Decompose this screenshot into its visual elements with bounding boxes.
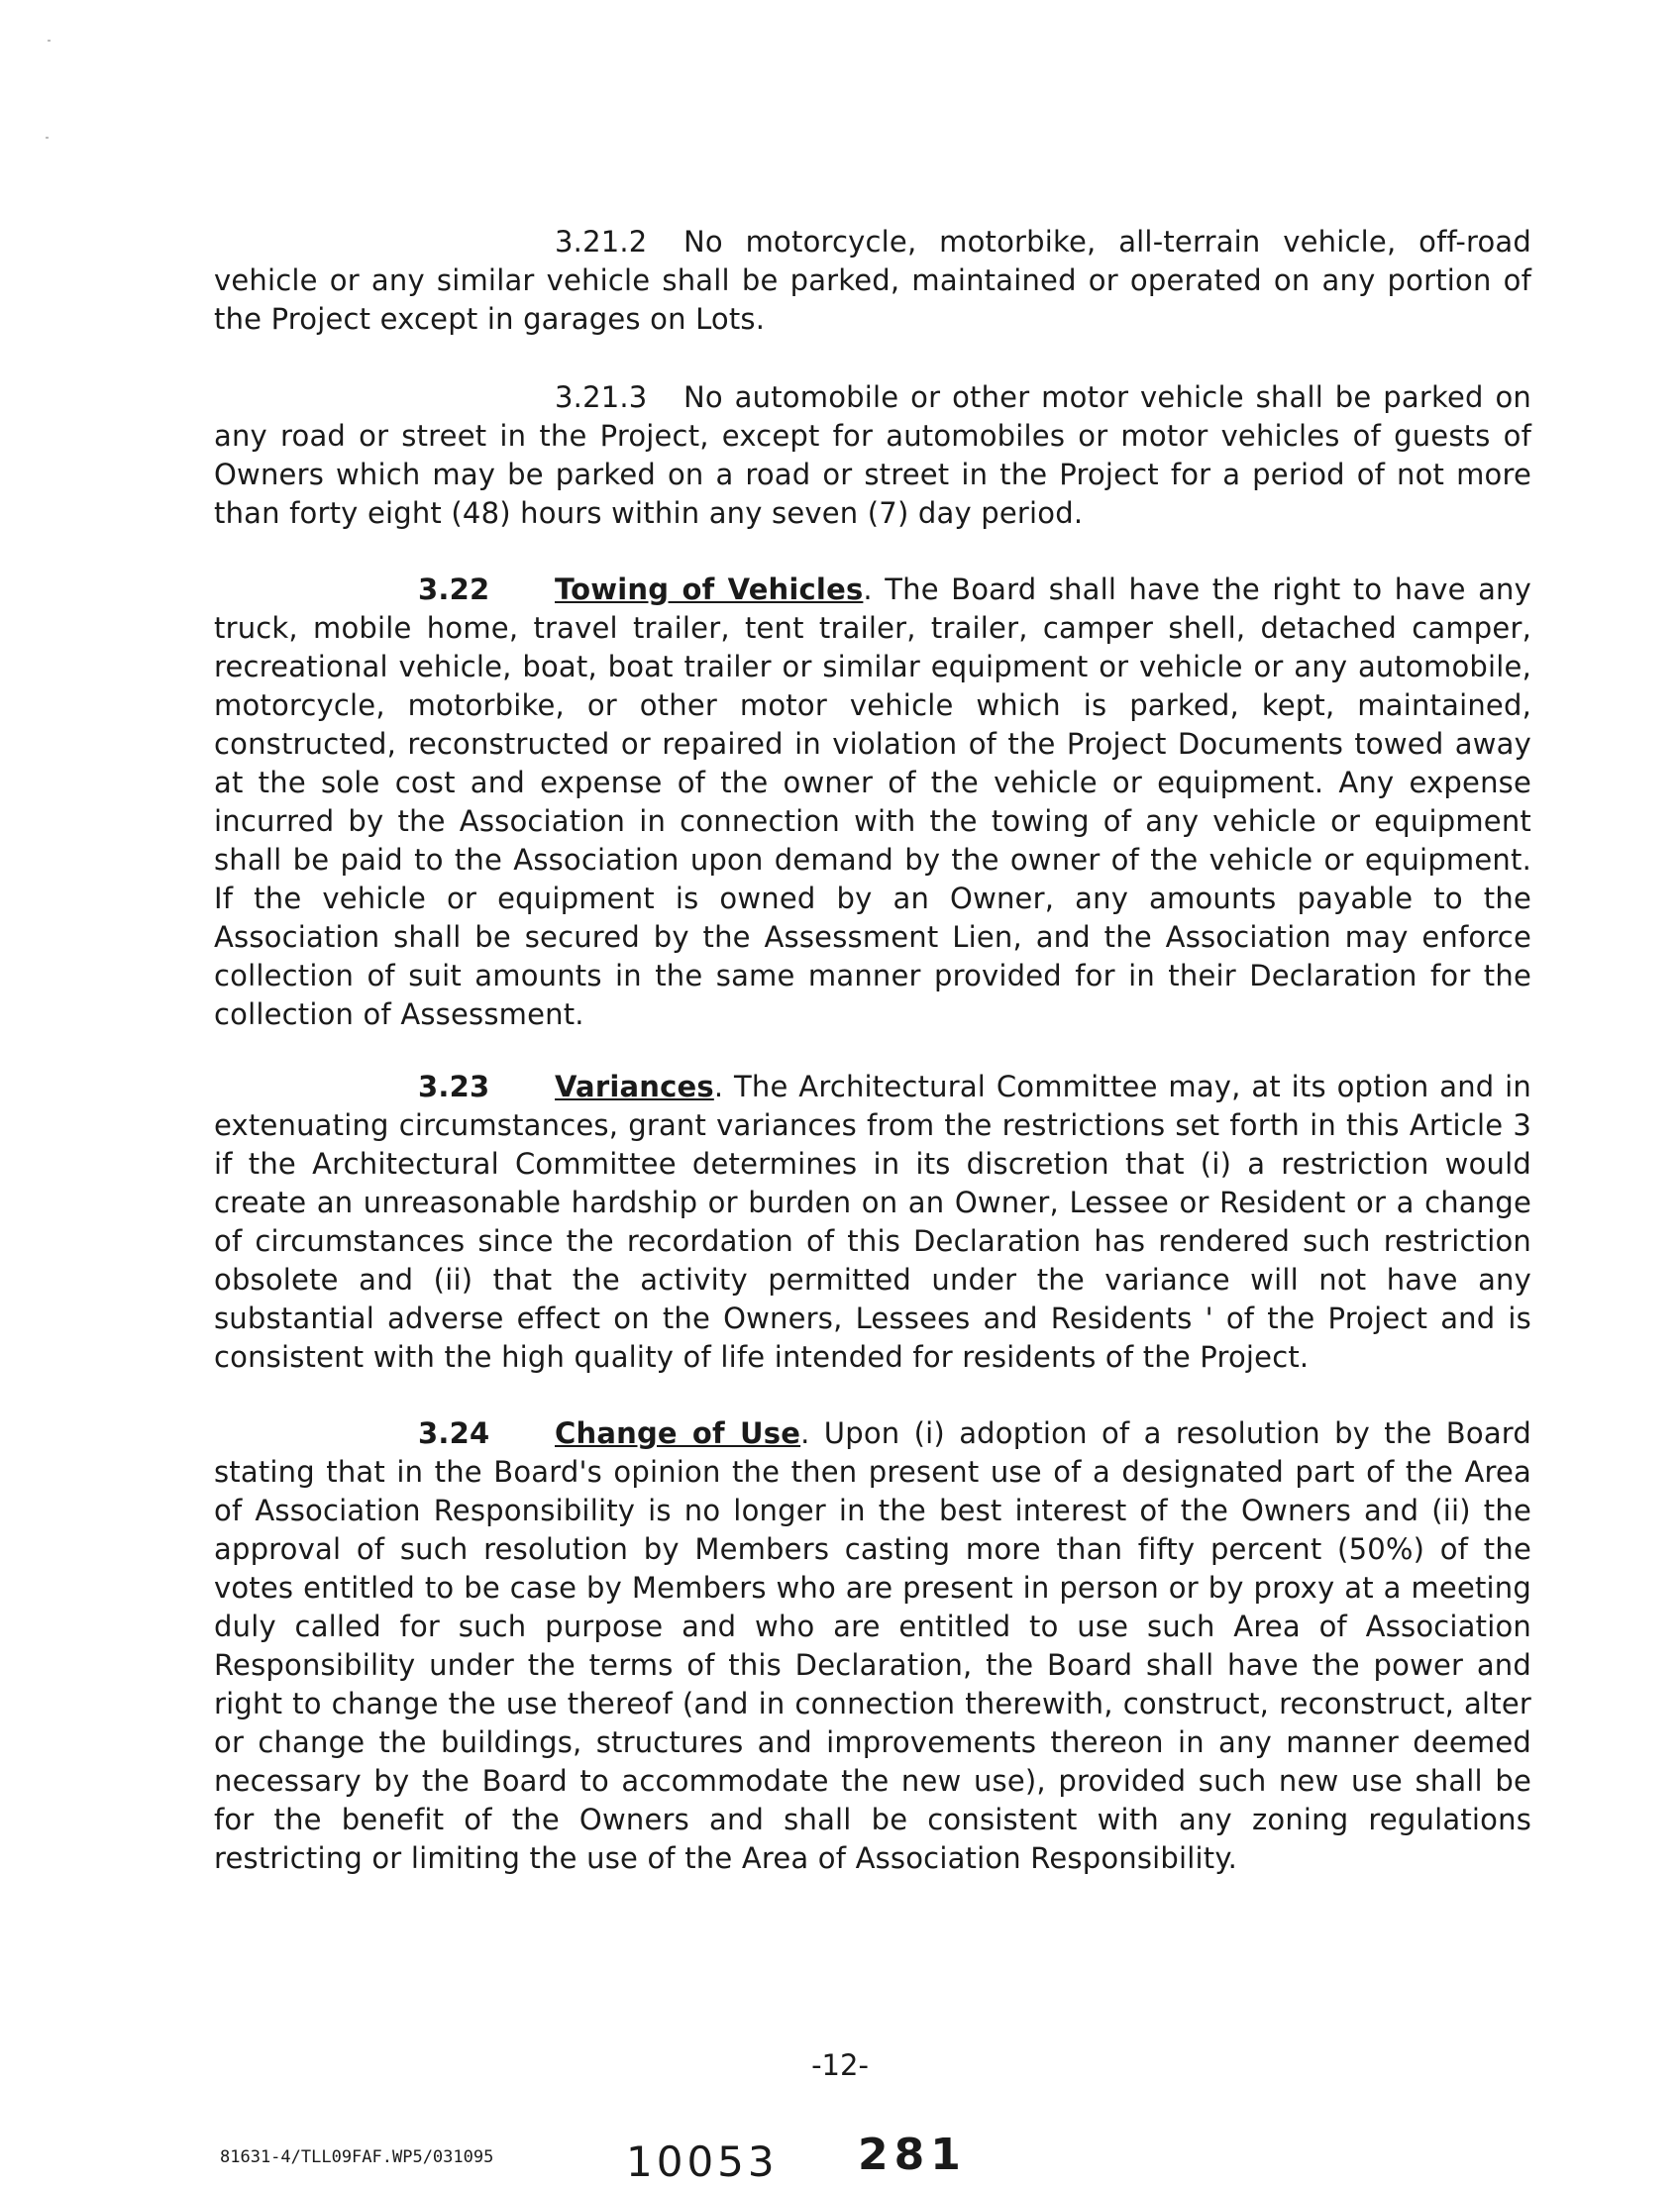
section-3-23-variances — [214, 1068, 1531, 1377]
section-3-22-towing — [214, 571, 1531, 1034]
paragraph-body: No automobile or other motor vehicle shall be parked on any road or street in the Project, except for automobiles or motor vehicles of guests of Owners which may be parked on a road or street in the Project for a period of not more than forty eight (48) hours within any seven (7) day period. — [214, 380, 1531, 530]
paragraph-3-21-2 — [214, 223, 1531, 339]
section-title: Change of Use — [555, 1416, 801, 1450]
section-title: Variances — [555, 1070, 714, 1103]
section-number: 3.23 — [418, 1070, 490, 1103]
page-stamp: 281 — [858, 2130, 967, 2180]
section-body: . The Board shall have the right to have any truck, mobile home, travel trailer, tent trailer, trailer, camper shell, detached camper, recreational vehicle, boat, boat trailer or similar equipment or vehicle or any automobile, motorcycle, motorbike, or other motor vehicle which is parked, kept, maintained, constructed, reconstructed or repaired in violation of the Project Documents towed away at the sole cost and expense of the owner of the vehicle or equipment. Any expense incurred by the Association in connection with the towing of any vehicle or equipment shall be paid to the Association upon demand by the owner of the vehicle or equipment. If the vehicle or equipment is owned by an Owner, any amounts payable to the Association shall be secured by the Assessment Lien, and the Association may enforce collection of suit amounts in the same manner provided for in their Declaration for the collection of Assessment. — [214, 573, 1531, 1031]
section-title: Towing of Vehicles — [555, 573, 864, 606]
section-number: 3.24 — [418, 1416, 490, 1450]
section-3-24-change-of-use — [214, 1414, 1531, 1878]
page-number: -12- — [811, 2048, 869, 2082]
paragraph-number: 3.21.2 — [555, 225, 648, 259]
paragraph-body: No motorcycle, motorbike, all-terrain vehicle, off-road vehicle or any similar vehicle shall be parked, maintained or operated on any portion of the Project except in garages on Lots. — [214, 225, 1531, 336]
scan-speck — [48, 40, 51, 42]
scan-speck — [46, 137, 49, 139]
paragraph-3-21-3 — [214, 378, 1531, 533]
file-code: 81631-4/TLL09FAF.WP5/031095 — [220, 2147, 494, 2167]
section-number: 3.22 — [418, 573, 490, 606]
section-body: . Upon (i) adoption of a resolution by the Board stating that in the Board's opinion the then present use of a designated part of the Area of Association Responsibility is no longer in the best interest of the Owners and (ii) the approval of such resolution by Members casting more than fifty percent (50%) of the votes entitled to be case by Members who are present in person or by proxy at a meeting duly called for such purpose and who are entitled to use such Area of Association Responsibility under the terms of this Declaration, the Board shall have the power and right to change the use thereof (and in connection therewith, construct, reconstruct, alter or change the buildings, structures and improvements thereon in any manner deemed necessary by the Board to accommodate the new use), provided such new use shall be for the benefit of the Owners and shall be consistent with any zoning regulations restricting or limiting the use of the Area of Association Responsibility. — [214, 1416, 1532, 1875]
book-number: 10053 — [626, 2137, 779, 2186]
section-body: . The Architectural Committee may, at its option and in extenuating circumstances, grant variances from the restrictions set forth in this Article 3 if the Architectural Committee determines in its discretion that (i) a restriction would create an unreasonable hardship or burden on an Owner, Lessee or Resident or a change of circumstances since the recordation of this Declaration has rendered such restriction obsolete and (ii) that the activity permitted under the variance will not have any substantial adverse effect on the Owners, Lessees and Residents ' of the Project and is consistent with the high quality of life intended for residents of the Project. — [214, 1070, 1531, 1374]
paragraph-number: 3.21.3 — [555, 380, 648, 414]
